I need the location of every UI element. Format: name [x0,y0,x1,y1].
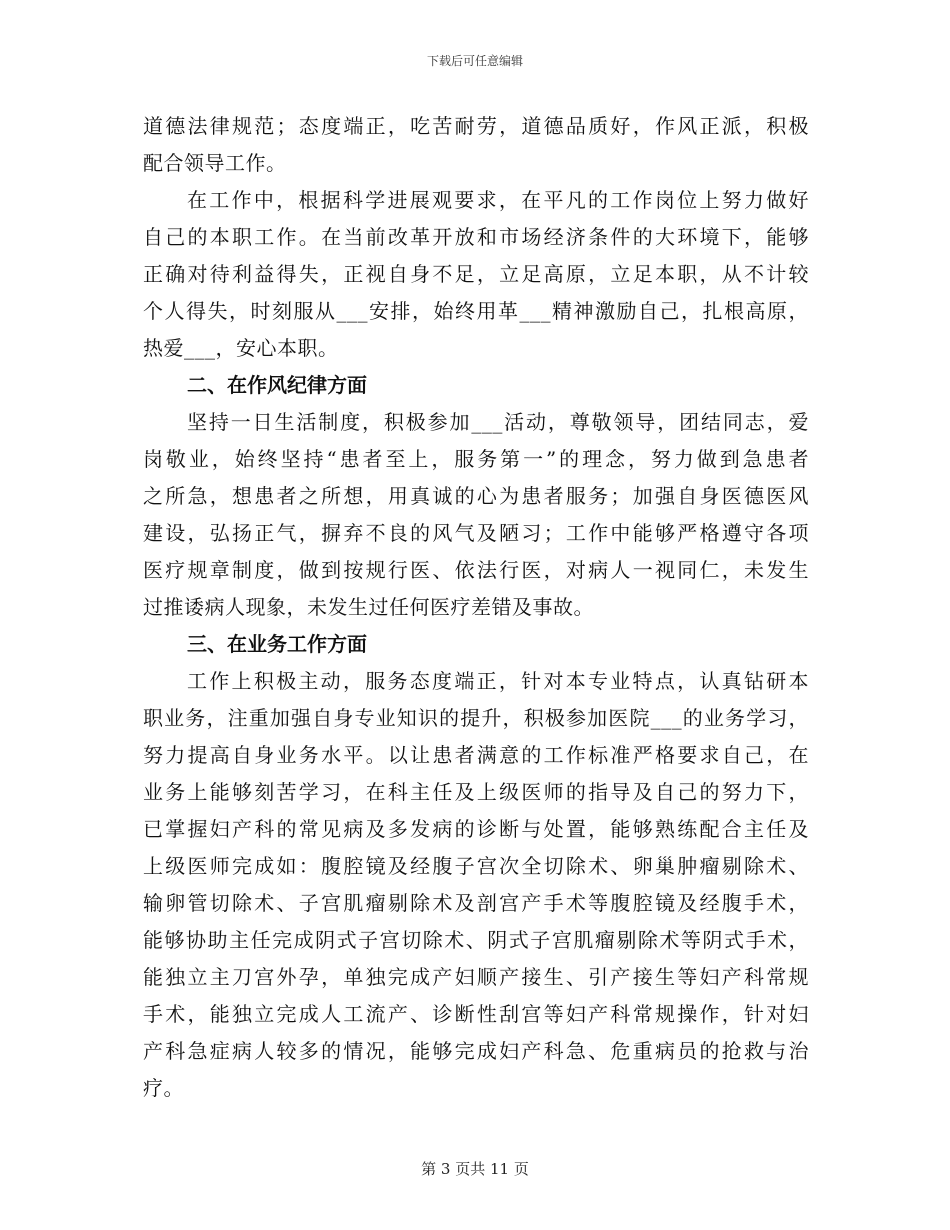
text-line: 工作上积极主动，服务态度端正，针对本专业特点，认真钻研本 [187,669,809,693]
text-line: 建设，弘扬正气，摒弃不良的风气及陋习；工作中能够严格遵守各项 [143,521,809,545]
text-line: 努力提高自身业务水平。以让患者满意的工作标准严格要求自己，在 [143,743,809,767]
text-line: 上级医师完成如：腹腔镜及经腹子宫次全切除术、卵巢肿瘤剔除术、 [143,854,809,878]
text-line: 医疗规章制度，做到按规行医、依法行医，对病人一视同仁，未发生 [143,558,809,582]
text-line: 手术，能独立完成人工流产、诊断性刮宫等妇产科常规操作，针对妇 [143,1002,809,1026]
page-header: 下载后可任意编辑 [426,54,523,68]
text-line: 配合领导工作。 [143,151,287,175]
text-line: 过推诿病人现象，未发生过任何医疗差错及事故。 [143,595,594,619]
section-heading: 二、在作风纪律方面 [187,373,367,397]
text-line: 热爱___，安心本职。 [143,336,339,360]
paragraph [143,182,809,367]
text-line: 之所急，想患者之所想，用真诚的心为患者服务；加强自身医德医风 [143,484,809,508]
text-line: 产科急症病人较多的情况，能够完成妇产科急、危重病员的抢救与治 [143,1039,809,1063]
text-line: 道德法律规范；态度端正，吃苦耐劳，道德品质好，作风正派，积极 [143,114,809,138]
text-line: 已掌握妇产科的常见病及多发病的诊断与处置，能够熟练配合主任及 [143,817,809,841]
document-body [143,108,809,1107]
paragraph [143,108,809,182]
text-line: 岗敬业，始终坚持“患者至上，服务第一”的理念，努力做到急患者 [143,447,809,471]
text-line: 在工作中，根据科学进展观要求，在平凡的工作岗位上努力做好 [187,188,809,212]
text-line: 个人得失，时刻服从___安排，始终用革___精神激励自己，扎根高原， [143,299,809,323]
text-line: 能够协助主任完成阴式子宫切除术、阴式子宫肌瘤剔除术等阴式手术， [143,928,809,952]
text-line: 输卵管切除术、子宫肌瘤剔除术及剖宫产手术等腹腔镜及经腹手术， [143,891,809,915]
text-line: 能独立主刀宫外孕，单独完成产妇顺产接生、引产接生等妇产科常规 [143,965,809,989]
text-line: 正确对待利益得失，正视自身不足，立足高原，立足本职，从不计较 [143,262,809,286]
text-line: 业务上能够刻苦学习，在科主任及上级医师的指导及自己的努力下， [143,780,809,804]
paragraph [143,404,809,626]
text-line: 疗。 [143,1076,184,1100]
text-line: 职业务，注重加强自身专业知识的提升，积极参加医院___的业务学习， [143,706,809,730]
section-heading: 三、在业务工作方面 [187,632,367,656]
text-line: 自己的本职工作。在当前改革开放和市场经济条件的大环境下，能够 [143,225,809,249]
paragraph [143,663,809,1107]
page-footer: 第 3 页共 11 页 [421,1160,529,1178]
text-line: 坚持一日生活制度，积极参加___活动，尊敬领导，团结同志，爱 [187,410,809,434]
